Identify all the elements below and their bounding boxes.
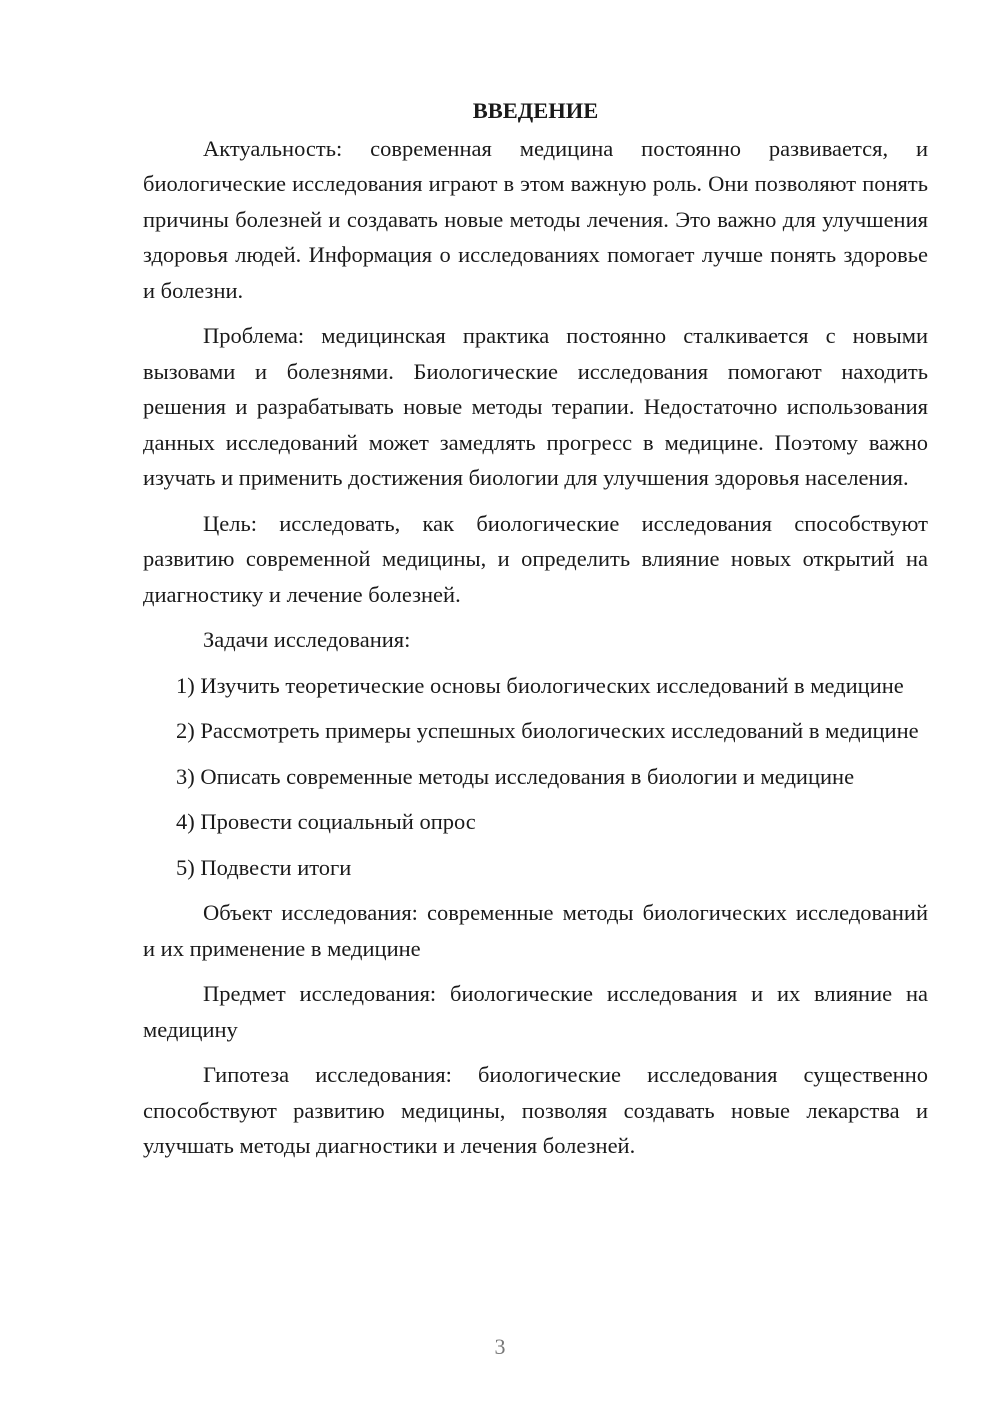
paragraph-hypothesis: Гипотеза исследования: биологические исследования существенно способствуют развитию медицины, позволяя создавать новые лекарства и улучшать методы диагностики и лечения болезней. xyxy=(143,1062,928,1158)
paragraph-relevance: Актуальность: современная медицина постоянно развивается, и биологические исследования играют в этом важную роль. Они позволяют понять причины болезней и создавать новые методы лечения. Это важно для улучшения здоровья людей. Информация о исследованиях помогает лучше понять здоровье и болезни. xyxy=(143,135,928,303)
page-title: ВВЕДЕНИЕ xyxy=(472,98,599,123)
paragraph-goal: Цель: исследовать, как биологические исследования способствуют развитию современной медицины, и определить влияние новых открытий на диагностику и лечение болезней. xyxy=(143,510,928,607)
paragraph-subject: Предмет исследования: биологические исследования и их влияние на медицину xyxy=(143,981,928,1042)
task-item-1: 1) Изучить теоретические основы биологических исследований в медицине xyxy=(176,672,904,698)
tasks-heading: Задачи исследования: xyxy=(203,627,411,652)
task-item-3: 3) Описать современные методы исследования в биологии и медицине xyxy=(176,763,855,789)
page-number: 3 xyxy=(494,1334,506,1359)
task-item-4: 4) Провести социальный опрос xyxy=(176,809,476,834)
paragraph-object: Объект исследования: современные методы биологических исследований и их применение в медицине xyxy=(143,900,928,961)
task-item-2: 2) Рассмотреть примеры успешных биологических исследований в медицине xyxy=(176,718,919,743)
paragraph-problem: Проблема: медицинская практика постоянно сталкивается с новыми вызовами и болезнями. Биологические исследования помогают находить решения и разрабатывать новые методы терапии. Недостаточно использования данных исследований может замедлять прогресс в медицине. Поэтому важно изучать и применить достижения биологии для улучшения здоровья населения. xyxy=(143,323,928,490)
document-page xyxy=(143,93,928,1174)
task-item-5: 5) Подвести итоги xyxy=(176,854,352,880)
